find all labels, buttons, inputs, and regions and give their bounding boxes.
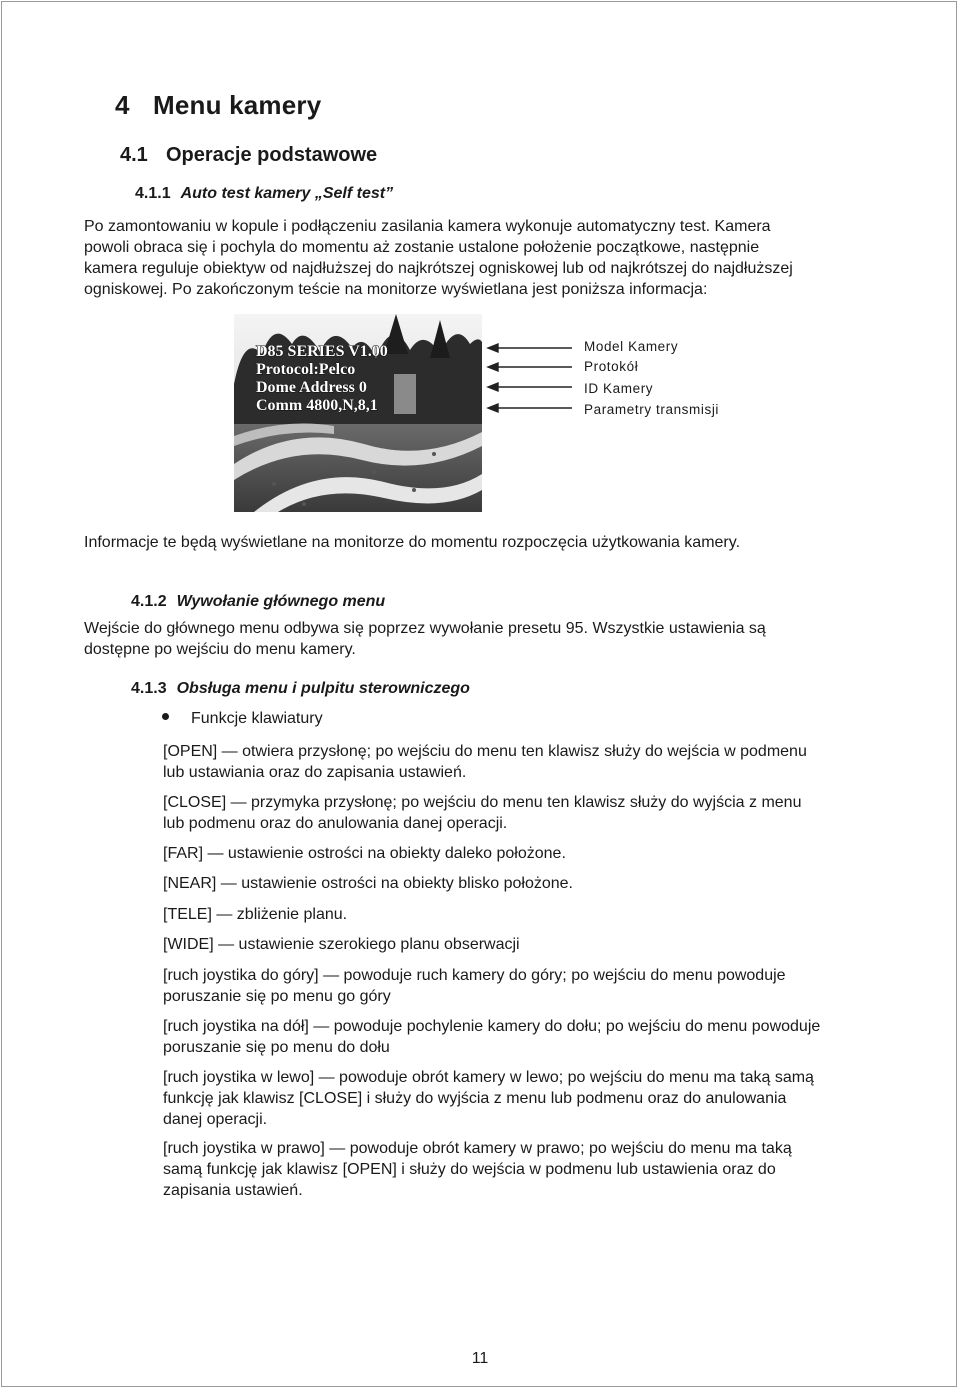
- chapter-heading: [115, 90, 321, 121]
- item-line: [OPEN] — otwiera przysłonę; po wejściu do menu ten klawisz służy do wejścia w podmenu: [163, 743, 807, 760]
- osd-line-comm: Comm 4800,N,8,1: [256, 397, 378, 414]
- item-line: [ruch joystika do góry] — powoduje ruch kamery do góry; po wejściu do menu powoduje: [163, 967, 786, 984]
- key-item-joystick-left: [163, 1067, 883, 1130]
- label-protocol: Protokół: [584, 359, 639, 374]
- camera-screen-photo: [234, 314, 482, 512]
- main-menu-paragraph: [84, 618, 884, 660]
- item-line: [ruch joystika na dół] — powoduje pochylenie kamery do dołu; po wejściu do menu powoduje: [163, 1018, 821, 1035]
- after-figure-paragraph: Informacje te będą wyświetlane na monitorze do momentu rozpoczęcia użytkowania kamery.: [84, 534, 741, 551]
- self-test-paragraph: [84, 216, 884, 300]
- key-item-tele: [163, 904, 883, 925]
- figure-arrows: [486, 336, 578, 416]
- paragraph-line: ogniskowej. Po zakończonym teście na monitorze wyświetlana jest poniższa informacja:: [84, 281, 708, 298]
- item-line: [TELE] — zbliżenie planu.: [163, 906, 348, 923]
- key-item-joystick-down: [163, 1016, 883, 1058]
- item-line: [CLOSE] — przymyka przysłonę; po wejściu do menu ten klawisz służy do wyjścia z menu: [163, 794, 802, 811]
- subsection-self-test-heading: [135, 185, 393, 203]
- paragraph-line: Po zamontowaniu w kopule i podłączeniu zasilania kamera wykonuje automatyczny test. Kamera: [84, 218, 771, 235]
- item-line: [ruch joystika w prawo] — powoduje obrót kamery w prawo; po wejściu do menu ma taką: [163, 1140, 792, 1157]
- key-item-near: [163, 873, 883, 894]
- label-camera-id: ID Kamery: [584, 381, 654, 396]
- section-title: Operacje podstawowe: [166, 144, 378, 166]
- subsection-main-menu-heading: [131, 593, 385, 611]
- item-line: [FAR] — ustawienie ostrości na obiekty daleko położone.: [163, 845, 566, 862]
- chapter-number: 4: [115, 90, 130, 120]
- bullet-icon: [162, 713, 169, 720]
- subsection-title: Wywołanie głównego menu: [176, 593, 386, 610]
- item-line: [ruch joystika w lewo] — powoduje obrót kamery w lewo; po wejściu do menu ma taką samą: [163, 1069, 814, 1086]
- subsection-number: 4.1.3: [131, 680, 167, 697]
- key-item-joystick-up: [163, 965, 883, 1007]
- section-number: 4.1: [120, 144, 148, 166]
- item-line: [WIDE] — ustawienie szerokiego planu obserwacji: [163, 936, 520, 953]
- item-line: poruszanie się po menu do dołu: [163, 1039, 390, 1056]
- item-line: lub podmenu oraz do anulowania danej operacji.: [163, 815, 508, 832]
- paragraph-line: dostępne po wejściu do menu kamery.: [84, 641, 356, 658]
- chapter-title: Menu kamery: [153, 90, 322, 120]
- paragraph-line: kamera reguluje obiektyw od najdłuższej do najkrótszej ogniskowej lub od najkrótszej do najdłuższej: [84, 260, 793, 277]
- subsection-title: Auto test kamery „Self test”: [180, 185, 394, 202]
- key-item-joystick-right: [163, 1138, 883, 1201]
- subsection-number: 4.1.2: [131, 593, 167, 610]
- osd-line-address: Dome Address 0: [256, 379, 367, 396]
- label-model: Model Kamery: [584, 339, 679, 354]
- item-line: funkcję jak klawisz [CLOSE] i służy do wyjścia z menu lub podmenu oraz do anulowania: [163, 1090, 787, 1107]
- paragraph-line: Wejście do głównego menu odbywa się poprzez wywołanie presetu 95. Wszystkie ustawienia są: [84, 620, 766, 637]
- subsection-title: Obsługa menu i pulpitu sterowniczego: [176, 680, 470, 697]
- label-transmission: Parametry transmisji: [584, 402, 720, 417]
- item-line: danej operacji.: [163, 1111, 268, 1128]
- item-line: samą funkcję jak klawisz [OPEN] i służy do wejścia w podmenu lub ustawienia oraz do: [163, 1161, 776, 1178]
- item-line: zapisania ustawień.: [163, 1182, 303, 1199]
- page-number: 11: [471, 1350, 489, 1367]
- bullet-keyboard-functions: [162, 710, 323, 728]
- key-item-open: [163, 741, 883, 783]
- subsection-keyboard-heading: [131, 680, 470, 698]
- key-item-close: [163, 792, 883, 834]
- subsection-number: 4.1.1: [135, 185, 171, 202]
- key-item-wide: [163, 934, 883, 955]
- item-line: [NEAR] — ustawienie ostrości na obiekty blisko położone.: [163, 875, 573, 892]
- key-item-far: [163, 843, 883, 864]
- item-line: poruszanie się po menu go góry: [163, 988, 391, 1005]
- osd-line-model: D85 SERIES V1.00: [256, 343, 388, 360]
- bullet-text: Funkcje klawiatury: [191, 710, 323, 727]
- paragraph-line: powoli obraca się i pochyla do momentu aż zostanie ustalone położenie początkowe, następnie: [84, 239, 760, 256]
- osd-line-protocol: Protocol:Pelco: [256, 361, 356, 378]
- section-heading: [120, 144, 377, 167]
- item-line: lub ustawiania oraz do zapisania ustawień.: [163, 764, 467, 781]
